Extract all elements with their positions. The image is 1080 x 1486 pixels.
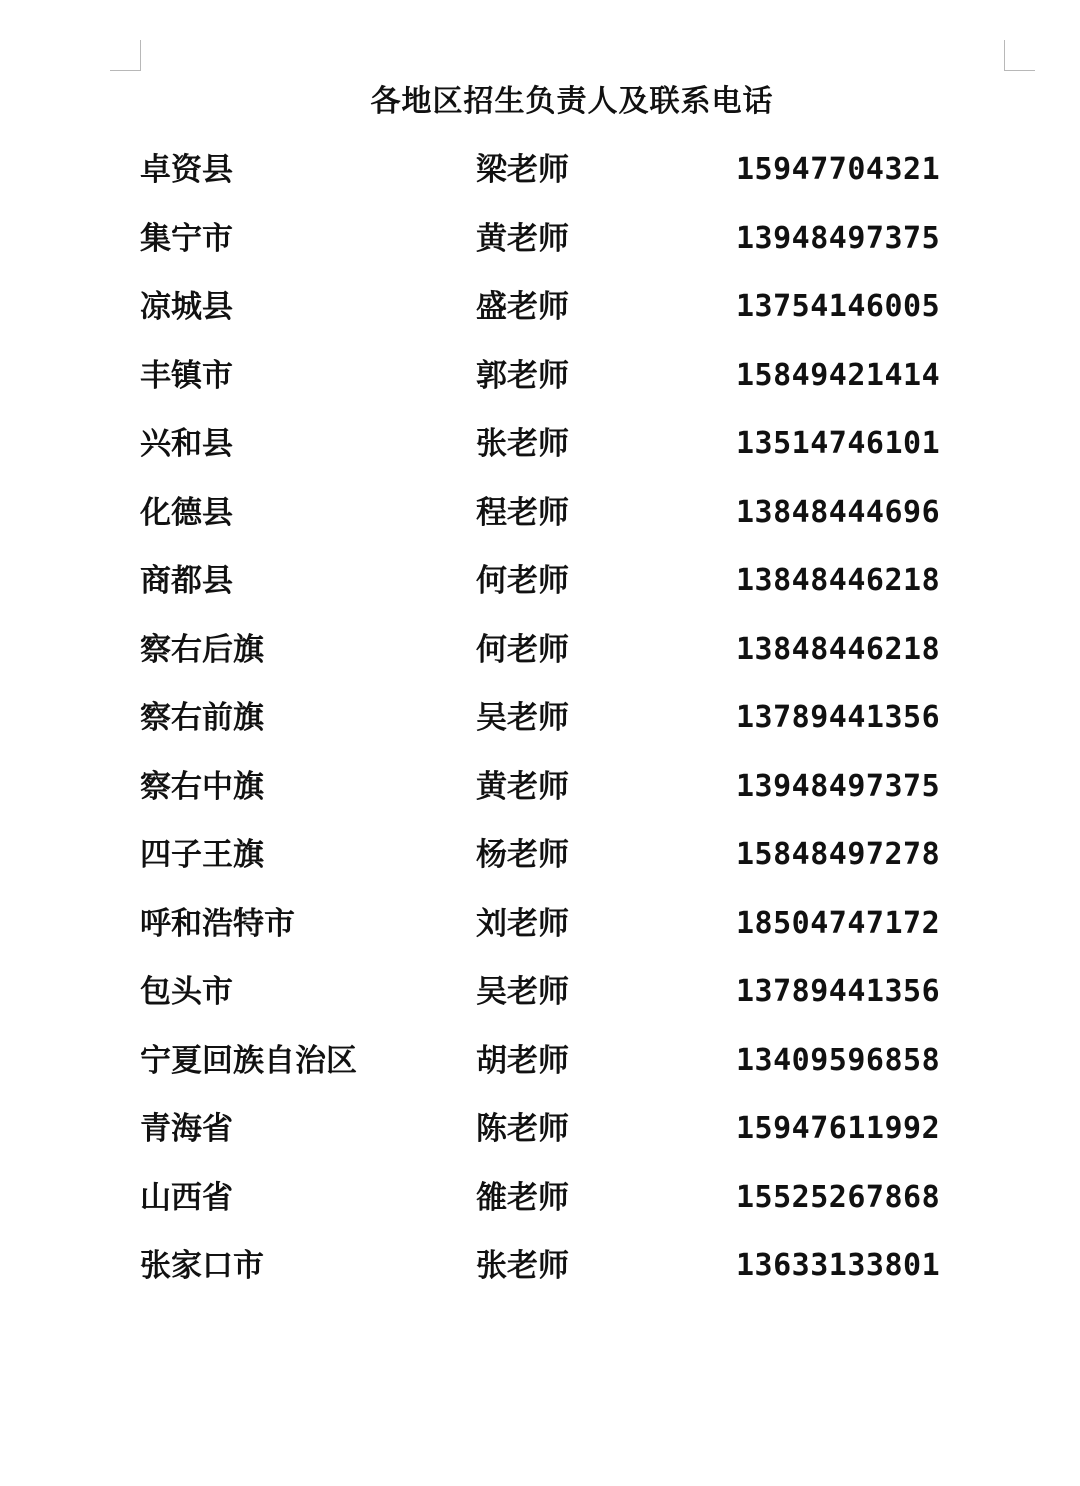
region-name: 察右中旗 [140, 768, 264, 805]
document-title: 各地区招生负责人及联系电话 [370, 84, 774, 119]
region-name: 四子王旗 [140, 837, 264, 873]
contact-person: 杨老师 [476, 837, 569, 873]
contact-row [0, 1244, 1080, 1313]
phone-number: 15947704321 [736, 152, 941, 187]
region-name: 宁夏回族自治区 [140, 1042, 357, 1079]
region-name: 察右前旗 [140, 700, 264, 736]
contact-person: 张老师 [476, 426, 569, 462]
phone-number: 13789441356 [736, 974, 941, 1009]
contact-person: 雒老师 [476, 1179, 569, 1216]
phone-number: 18504747172 [736, 905, 941, 941]
contact-person: 郭老师 [476, 357, 569, 394]
contact-person: 胡老师 [476, 1042, 569, 1079]
contact-person: 梁老师 [476, 152, 569, 188]
region-name: 张家口市 [140, 1248, 264, 1284]
phone-number: 15947611992 [736, 1111, 941, 1146]
contact-person: 张老师 [476, 1248, 569, 1284]
contact-row [0, 354, 1080, 423]
phone-number: 13789441356 [736, 700, 941, 735]
contact-person: 何老师 [476, 563, 569, 599]
phone-number: 13948497375 [736, 220, 941, 256]
phone-number: 15848497278 [736, 837, 941, 872]
phone-number: 13633133801 [736, 1248, 941, 1283]
phone-number: 13409596858 [736, 1042, 941, 1078]
phone-number: 13848446218 [736, 563, 941, 598]
contact-row [0, 1107, 1080, 1176]
contact-person: 吴老师 [476, 700, 569, 736]
phone-number: 13514746101 [736, 426, 941, 461]
region-name: 商都县 [140, 563, 233, 599]
region-name: 丰镇市 [140, 357, 233, 394]
contact-row [0, 1039, 1080, 1108]
contact-person: 吴老师 [476, 974, 569, 1010]
contact-row [0, 491, 1080, 560]
region-name: 兴和县 [140, 426, 233, 462]
contact-person: 陈老师 [476, 1111, 569, 1147]
region-name: 卓资县 [140, 152, 233, 188]
contact-row [0, 422, 1080, 491]
contact-row [0, 1176, 1080, 1245]
contact-person: 黄老师 [476, 220, 569, 257]
phone-number: 13948497375 [736, 768, 941, 804]
region-name: 察右后旗 [140, 631, 264, 668]
contact-row [0, 902, 1080, 971]
region-name: 包头市 [140, 974, 233, 1010]
margin-mark-top-right [1004, 40, 1035, 71]
margin-mark-top-left [110, 40, 141, 71]
contact-person: 程老师 [476, 494, 569, 531]
region-name: 集宁市 [140, 220, 233, 257]
contact-row [0, 148, 1080, 217]
contact-row [0, 696, 1080, 765]
phone-number: 13848446218 [736, 631, 941, 667]
phone-number: 15849421414 [736, 357, 941, 393]
region-name: 山西省 [140, 1179, 233, 1216]
contact-row [0, 217, 1080, 286]
contact-row [0, 970, 1080, 1039]
region-name: 呼和浩特市 [140, 905, 295, 942]
contact-row [0, 559, 1080, 628]
phone-number: 13848444696 [736, 494, 941, 530]
phone-number: 13754146005 [736, 289, 941, 324]
contact-person: 盛老师 [476, 289, 569, 325]
contact-person: 黄老师 [476, 768, 569, 805]
contact-person: 何老师 [476, 631, 569, 668]
region-name: 青海省 [140, 1111, 233, 1147]
region-name: 化德县 [140, 494, 233, 531]
contact-row [0, 628, 1080, 697]
contact-list [0, 148, 1080, 1313]
region-name: 凉城县 [140, 289, 233, 325]
contact-row [0, 833, 1080, 902]
contact-row [0, 285, 1080, 354]
contact-person: 刘老师 [476, 905, 569, 942]
contact-row [0, 765, 1080, 834]
phone-number: 15525267868 [736, 1179, 941, 1215]
